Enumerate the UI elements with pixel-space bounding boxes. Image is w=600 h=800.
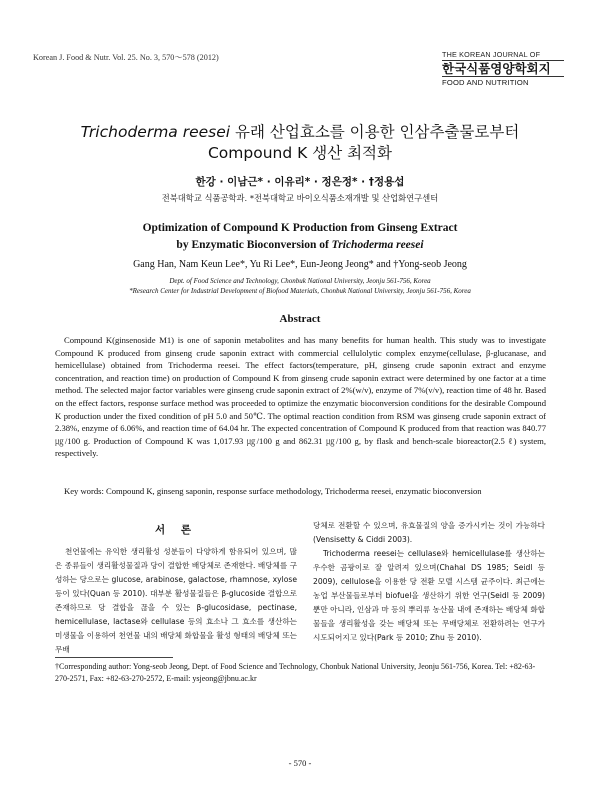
- journal-masthead: [442, 50, 564, 87]
- korean-authors: 한강 · 이남근* · 이유리* · 정은정* · †정용섭: [195, 176, 405, 188]
- english-title-species: Trichoderma reesei: [331, 239, 424, 251]
- journal-title-ko: 한국식품영양학회지: [442, 61, 551, 76]
- department-line-2: *Research Center for Industrial Development of Biofood Materials, Chonbuk National University, Jeonju 561-756, Korea: [129, 287, 471, 295]
- journal-title-en-top: THE KOREAN JOURNAL OF: [442, 50, 564, 61]
- section-heading-introduction: 서 론: [155, 524, 197, 536]
- korean-affiliation: 전북대학교 식품공학과. *전북대학교 바이오식품소재개발 및 산업화연구센터: [161, 193, 439, 203]
- english-title-line2: by Enzymatic Bioconversion of: [176, 239, 332, 251]
- english-title-line1: Optimization of Compound K Production from Ginseng Extract: [142, 222, 458, 234]
- korean-title-line2: Compound K 생산 최적화: [207, 144, 393, 162]
- introduction-right-column: [313, 519, 545, 645]
- corresponding-author-footnote: †Corresponding author: Yong-seob Jeong, Dept. of Food Science and Technology, Chonbuk National University, Jeonju 561-756, Korea. Tel: +82-63-270-2571, Fax: +82-63-270-2572, E-mail: ysjeong@jbnu.ac.kr: [55, 662, 536, 683]
- korean-title: [40, 122, 560, 164]
- abstract-heading: Abstract: [279, 313, 321, 325]
- english-authors: Gang Han, Nam Keun Lee*, Yu Ri Lee*, Eun-Jeong Jeong* and †Yong-seob Jeong: [133, 259, 467, 270]
- abstract-body: Compound K(ginsenoside M1) is one of saponin metabolites and has many benefits for human health. This study was to investigate Compound K produced from ginseng crude saponin extract with commercial cellulolytic complex enzyme(cellulase, β-glucanase, and hemicellulase) obtained from Trichoderma reesei. The effect factors(temperature, pH, ginseng crude saponin extract and enzyme concentration, and reaction time) on production of Compound K from ginseng crude saponin extract were determined by one factor at a time method. The selected major factor variables were ginseng crude saponin extract of 2%(w/v), enzyme of 7%(v/v), reaction time of 48 hr. Based on the effect factors, response surface method was proceeded to optimize the enzymatic bioconversion conditions for the desirable Compound K production under the fixed condition of pH 5.0 and 50℃. The optimal reaction condition from RSM was ginseng crude saponin extract of 2.38%, enzyme of 6.06%, and reaction time of 64.04 hr. The expected concentration of Compound K produced from that reaction was 840.77 ㎍/100 g. Production of Compound K was 1,017.93 ㎍/100 g and 862.31 ㎍/100 g, by flask and bench-scale bioreactor(2.5 ℓ) system, respectively.: [55, 335, 546, 459]
- introduction-paragraph-1-cont: 당체로 전환할 수 있으며, 유효물질의 양을 증가시키는 것이 가능하다(Vensisetty & Ciddi 2003).: [313, 521, 545, 544]
- page-number: - 570 -: [288, 758, 312, 768]
- korean-title-line1: 유래 산업효소를 이용한 인삼추출물로부터: [230, 123, 520, 141]
- introduction-left-column: [55, 545, 297, 657]
- introduction-paragraph-2: Trichoderma reesei는 cellulase와 hemicellulase를 생산하는 우수한 곰팡이로 잘 알려져 있으며(Chahal DS 1985; Seidl 등 2009), cellulose을 이용한 당 전환 모델 시스템 균주이다. 최근에는 농업 부산물들로부터 biofuel을 생산하기 위한 연구(Seidl 등 2009)뿐만 아니라, 인삼과 마 등의 뿌리류 농산물 내에 존재하는 배당체 화합물들을 생리활성을 갖는 배당체 또는 무배당체로 전환하려는 연구가 시도되어지고 있다(Park 등 2010; Zhu 등 2010).: [313, 549, 545, 642]
- footnote-divider: [55, 657, 173, 658]
- department-line-1: Dept. of Food Science and Technology, Chonbuk National University, Jeonju 561-756, Korea: [169, 277, 431, 285]
- journal-citation: Korean J. Food & Nutr. Vol. 25. No. 3, 570～578 (2012): [33, 53, 219, 62]
- department-affiliations: [40, 276, 560, 296]
- journal-title-en-bottom: FOOD AND NUTRITION: [442, 76, 564, 87]
- introduction-paragraph-1: 천연물에는 유익한 생리활성 성분들이 다양하게 함유되어 있으며, 많은 종류들이 생리활성물질과 당이 결합한 배당체로 존재한다. 배당체를 구성하는 당으로는 glucose, arabinose, galactose, rhamnose, xylose 등이 있다(Quan 등 2010). 대부분 활성물질들은 β-glucoside 결합으로 존재하므로 당 결합을 끊을 수 있는 β-glucosidase, pectinase, hemicellulase, lactase와 cellulase 등의 효소나 그 효소를 생산하는 미생물을 이용하여 천연물 내의 배당체 화합물을 활성 형태의 배당체 또는 무배: [55, 547, 297, 654]
- english-title: [40, 220, 560, 254]
- keywords: Key words: Compound K, ginseng saponin, response surface methodology, Trichoderma reesei, enzymatic bioconversion: [64, 486, 482, 496]
- korean-title-species: Trichoderma reesei: [80, 123, 231, 141]
